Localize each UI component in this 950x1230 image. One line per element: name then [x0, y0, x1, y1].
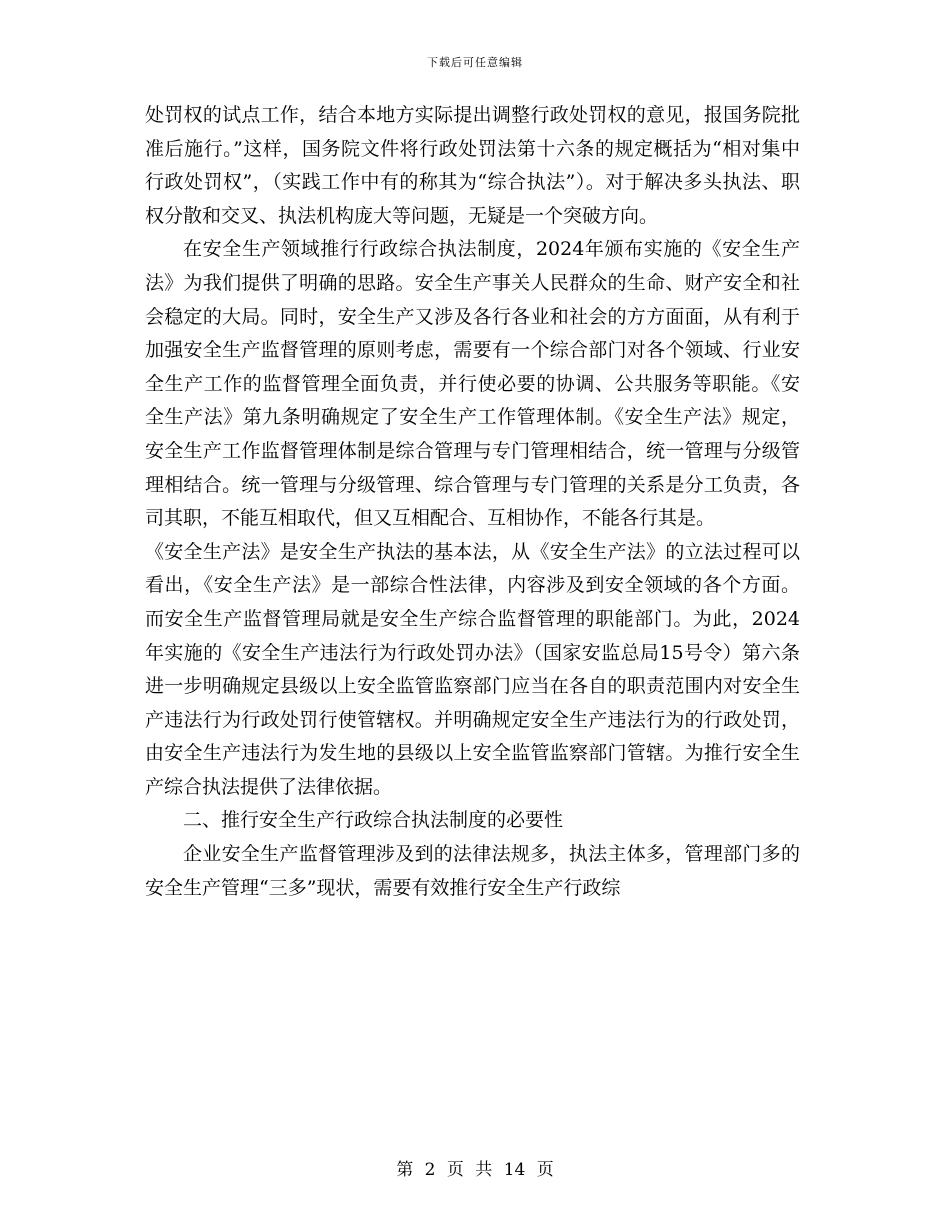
- paragraph-2: 在安全生产领域推行行政综合执法制度，2024年颁布实施的《安全生产法》为我们提供了明确的思路。安全生产事关人民群众的生命、财产安全和社会稳定的大局。同时，安全生产又涉及各行各业和社会的方方面面，从有利于加强安全生产监督管理的原则考虑，需要有一个综合部门对各个领域、行业安全生产工作的监督管理全面负责，并行使必要的协调、公共服务等职能。《安全生产法》第九条明确规定了安全生产工作管理体制。《安全生产法》规定，安全生产工作监督管理体制是综合管理与专门管理相结合，统一管理与分级管理相结合。统一管理与分级管理、综合管理与专门管理的关系是分工负责，各司其职，不能互相取代，但又互相配合、互相协作，不能各行其是。: [145, 238, 800, 530]
- section-heading: 二、推行安全生产行政综合执法制度的必要性: [183, 809, 564, 832]
- paragraph-3: 《安全生产法》是安全生产执法的基本法，从《安全生产法》的立法过程可以看出，《安全生产法》是一部综合性法律，内容涉及到安全领域的各个方面。而安全生产监督管理局就是安全生产综合监督管理的职能部门。为此，2024年实施的《安全生产违法行为行政处罚办法》（国家安监总局15号令）第六条进一步明确规定县级以上安全监管监察部门应当在各自的职责范围内对安全生产违法行为行政处罚行使管辖权。并明确规定安全生产违法行为的行政处罚，由安全生产违法行为发生地的县级以上安全监管监察部门管辖。为推行安全生产综合执法提供了法律依据。: [145, 540, 800, 798]
- page-number: 第 2 页 共 14 页: [396, 1160, 554, 1180]
- paragraph-4: 企业安全生产监督管理涉及到的法律法规多，执法主体多，管理部门多的安全生产管理“三多”现状，需要有效推行安全生产行政综: [145, 843, 800, 899]
- document-body: [145, 99, 800, 905]
- page-header: 下载后可任意编辑: [427, 56, 523, 69]
- paragraph-1: 处罚权的试点工作，结合本地方实际提出调整行政处罚权的意见，报国务院批准后施行。”这样，国务院文件将行政处罚法第十六条的规定概括为“相对集中行政处罚权”，（实践工作中有的称其为“综合执法”）。对于解决多头执法、职权分散和交叉、执法机构庞大等问题，无疑是一个突破方向。: [145, 104, 800, 227]
